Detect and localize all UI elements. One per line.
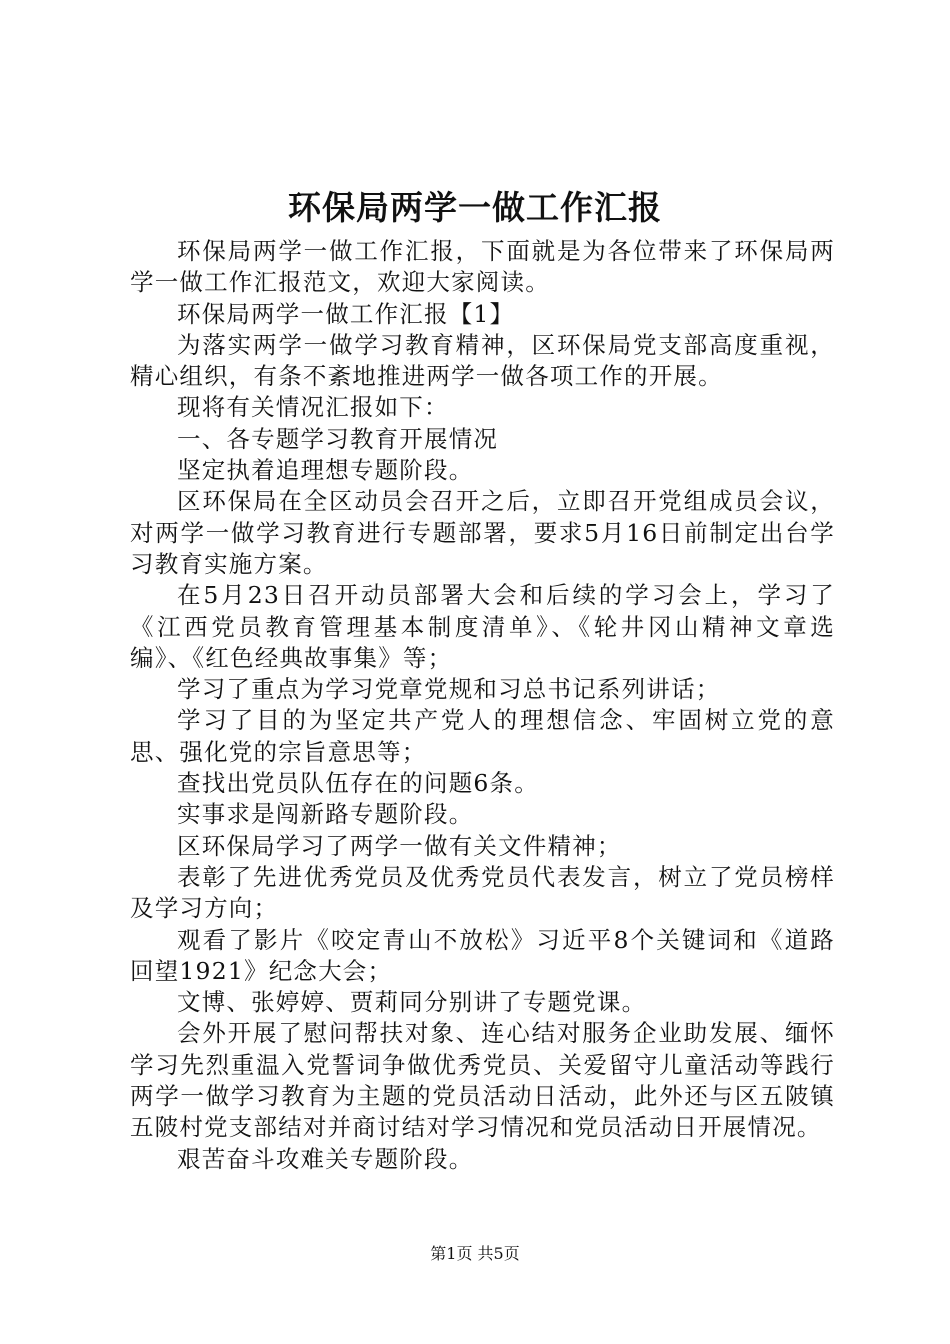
paragraph: 学习了重点为学习党章党规和习总书记系列讲话；: [177, 675, 721, 704]
paragraph: 表彰了先进优秀党员及优秀党员代表发言，树立了党员榜样及学习方向；: [130, 862, 835, 923]
document-title: 环保局两学一做工作汇报: [288, 188, 662, 227]
page-footer: 第1页 共5页: [430, 1244, 520, 1263]
paragraph: 区环保局在全区动员会召开之后，立即召开党组成员会议，对两学一做学习教育进行专题部署，要求5月16日前制定出台学习教育实施方案。: [130, 487, 835, 578]
paragraph: 查找出党员队伍存在的问题6条。: [177, 769, 539, 798]
paragraph: 坚定执着追理想专题阶段。: [177, 456, 474, 485]
paragraph: 实事求是闯新路专题阶段。: [177, 800, 474, 829]
paragraph: 环保局两学一做工作汇报，下面就是为各位带来了环保局两学一做工作汇报范文，欢迎大家阅读。: [130, 237, 835, 297]
paragraph: 观看了影片《咬定青山不放松》习近平8个关键词和《道路回望1921》纪念大会；: [130, 925, 835, 985]
paragraph: 文博、张婷婷、贾莉同分别讲了专题党课。: [177, 988, 647, 1017]
paragraph: 为落实两学一做学习教育精神，区环保局党支部高度重视，精心组织，有条不紊地推进两学一做各项工作的开展。: [130, 330, 835, 391]
section-heading: 一、各专题学习教育开展情况: [177, 424, 499, 453]
paragraph: 艰苦奋斗攻难关专题阶段。: [177, 1144, 474, 1173]
paragraph: 会外开展了慰问帮扶对象、连心结对服务企业助发展、缅怀学习先烈重温入党誓词争做优秀党员、关爱留守儿童活动等践行两学一做学习教育为主题的党员活动日活动，此外还与区五陂镇五陂村党支部结对并商讨结对学习情况和党员活动日开展情况。: [130, 1019, 835, 1142]
document-body: [130, 236, 835, 1175]
section-heading: 环保局两学一做工作汇报【1】: [177, 299, 515, 328]
paragraph: 在5月23日召开动员部署大会和后续的学习会上，学习了《江西党员教育管理基本制度清单》、《轮井冈山精神文章选编》、《红色经典故事集》等；: [130, 581, 835, 672]
paragraph: 区环保局学习了两学一做有关文件精神；: [177, 831, 622, 860]
paragraph: 学习了目的为坚定共产党人的理想信念、牢固树立党的意思、强化党的宗旨意思等；: [130, 706, 835, 766]
paragraph: 现将有关情况汇报如下：: [177, 393, 449, 422]
